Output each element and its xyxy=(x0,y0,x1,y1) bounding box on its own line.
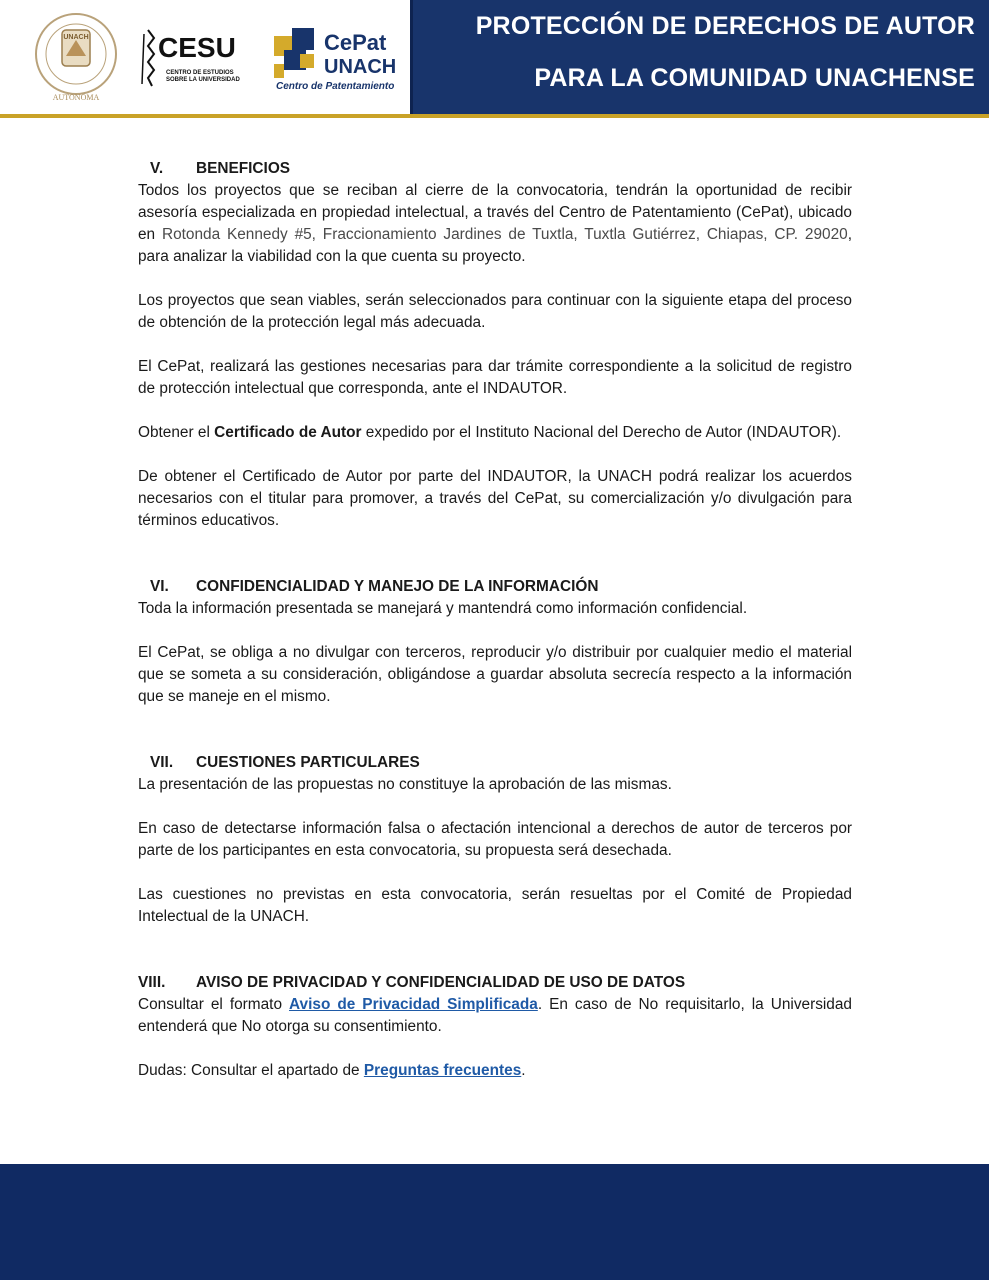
section-number: VI. xyxy=(150,578,169,595)
paragraph: Toda la información presentada se manejará y mantendrá como información confidencial. xyxy=(138,600,748,617)
faq-link[interactable]: Preguntas frecuentes xyxy=(363,1062,522,1079)
section-number: VIII. xyxy=(138,974,166,991)
section-heading-aviso xyxy=(138,972,852,994)
header-title-line1: PROTECCIÓN DE DERECHOS DE AUTOR xyxy=(475,12,975,40)
unach-logo xyxy=(26,10,126,102)
section-heading-beneficios xyxy=(138,158,852,180)
header-title-line2: PARA LA COMUNIDAD UNACHENSE xyxy=(534,64,975,92)
header-gold-divider xyxy=(0,114,989,118)
cesu-logo xyxy=(140,26,252,92)
paragraph: Todos los proyectos que se reciban al cierre de la convocatoria, tendrán la oportunidad de recibir asesoría especializada en propiedad intelectual, a través del Centro de Patentamiento (CePat), ubicado en Rotonda Kennedy #5, Fraccionamiento Jardines de Tuxtla, Tuxtla Gutiérrez, Chiapas, CP. 29020, para analizar la viabilidad con la que cuenta su proyecto. xyxy=(138,182,852,265)
section-number: VII. xyxy=(150,754,174,771)
document-body xyxy=(138,158,852,1082)
paragraph: La presentación de las propuestas no constituye la aprobación de las mismas. xyxy=(138,776,672,793)
section-title: CONFIDENCIALIDAD Y MANEJO DE LA INFORMACIÓN xyxy=(196,578,599,595)
section-heading-confidencialidad xyxy=(138,576,852,598)
page-header xyxy=(0,0,989,118)
section-heading-cuestiones xyxy=(138,752,852,774)
page-footer xyxy=(0,1164,989,1280)
paragraph: En caso de detectarse información falsa o afectación intencional a derechos de autor de terceros por parte de los participantes en esta convocatoria, su propuesta será desechada. xyxy=(138,820,852,859)
paragraph: Dudas: Consultar el apartado de Preguntas frecuentes. xyxy=(138,1062,526,1079)
bold-term: Certificado de Autor xyxy=(214,424,362,441)
cepat-subtitle: Centro de Patentamiento xyxy=(276,81,395,92)
paragraph: Consultar el formato Aviso de Privacidad Simplificada. En caso de No requisitarlo, la Universidad entenderá que No otorga su consentimiento. xyxy=(138,996,852,1035)
address-text: Rotonda Kennedy #5, Fraccionamiento Jardines de Tuxtla, Tuxtla Gutiérrez, Chiapas, CP. 29020 xyxy=(161,226,848,243)
paragraph: Las cuestiones no previstas en esta convocatoria, serán resueltas por el Comité de Propiedad Intelectual de la UNACH. xyxy=(138,886,852,925)
cepat-unach: UNACH xyxy=(324,56,397,78)
paragraph: Obtener el Certificado de Autor expedido por el Instituto Nacional del Derecho de Autor (INDAUTOR). xyxy=(138,424,842,441)
paragraph: El CePat, se obliga a no divulgar con terceros, reproducir y/o distribuir por cualquier medio el material que se someta a su consideración, obligándose a guardar absoluta secrecía respecto a la información que se maneje en el mismo. xyxy=(138,644,852,705)
cesu-word: CESU xyxy=(158,32,236,63)
cepat-logo xyxy=(274,26,404,98)
paragraph: De obtener el Certificado de Autor por parte del INDAUTOR, la UNACH podrá realizar los acuerdos necesarios con el titular para promover, a través del CePat, su comercialización y/o divulgación para términos educativos. xyxy=(138,468,852,529)
section-title: BENEFICIOS xyxy=(196,160,291,177)
unach-logo-bottom: AUTONOMA xyxy=(52,93,100,102)
section-number: V. xyxy=(150,160,164,177)
cepat-title: CePat xyxy=(324,30,387,55)
unach-logo-label: UNACH xyxy=(63,34,89,41)
privacy-notice-link[interactable]: Aviso de Privacidad Simplificada xyxy=(289,996,538,1013)
paragraph: Los proyectos que sean viables, serán seleccionados para continuar con la siguiente etapa del proceso de obtención de la protección legal más adecuada. xyxy=(138,292,852,331)
header-title-box xyxy=(410,0,989,114)
section-title: AVISO DE PRIVACIDAD Y CONFIDENCIALIDAD DE USO DE DATOS xyxy=(196,974,686,991)
paragraph: El CePat, realizará las gestiones necesarias para dar trámite correspondiente a la solicitud de registro de protección intelectual que corresponda, ante el INDAUTOR. xyxy=(138,358,852,397)
section-title: CUESTIONES PARTICULARES xyxy=(196,754,420,771)
cesu-subtitle: CENTRO DE ESTUDIOS SOBRE LA UNIVERSIDAD xyxy=(166,70,240,83)
